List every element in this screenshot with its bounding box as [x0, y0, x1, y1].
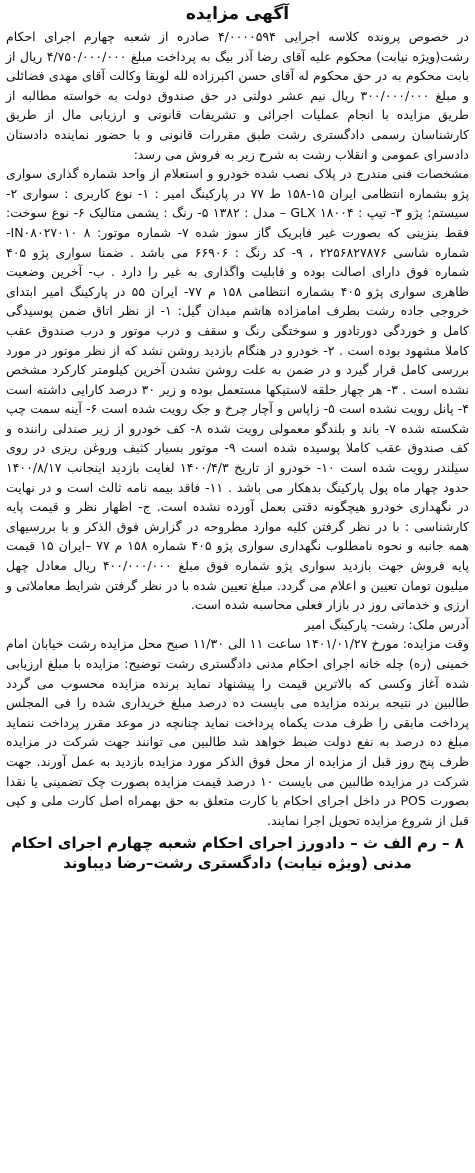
notice-footer — [6, 833, 469, 873]
vehicle-specs-paragraph: مشخصات فنی مندرج در پلاک نصب شده خودرو و استعلام از واحد شماره گذاری سواری پژو بشماره انتظامی ایران ۱۵-۱۵۸ ط ۷۷ در پارکینگ امیر : ۱- نوع کاربری : سواری ۲- سیستم: پژو ۳- تیپ : GLX ۱۸۰۰۴ – مدل : ۱۳۸۲ ۵- رنگ : یشمی متالیک ۶- نوع سوخت: فقط بنزینی که بصورت غیر فابریک گاز سوز شده ۷- شماره موتور: IN۰۸۰۲۷۰۱۰ ۸- شماره شاسی ۲۲۵۶۸۲۷۸۷۶ ، ۹- کد رنگ : ۶۶۹۰۶ می باشد . ضمنا سواری پژو ۴۰۵ شماره فوق دارای اصالت بوده و قابلیت واگذاری به غیر را دارد . ب- آخرین وضعیت ظاهری سواری پژو ۴۰۵ بشماره انتظامی ۱۵۸ م ۷۷- ایران ۵۵ در پارکینگ امیر ابتدای خروجی جاده رشت بطرف امامزاده هاشم میدان گیل: ۱- از نظر اتاق ضمن پوسیدگی کامل و خوردگی دورتادور و سوختگی رنگ و سقف و درب موتور و درب صندوق عقب کاملا مشهود بوده است . ۲- خودرو در هنگام بازدید روشن نشد که از نظر موتور در مورد بررسی کامل قرار گیرد و در ضمن به علت روشن نشدن آخرین کیلومتر کارکرد مشخص نشده است . ۳- هر چهار حلقه لاستیکها مستعمل بوده و زیر ۳۰ درصد کارایی داشته است ۴- پانل رویت نشده است ۵- زاپاس و آچار چرخ و جک رویت شده است ۶- آینه سمت چپ شکسته شده ۷- باند و بلندگو معمولی رویت شده ۸- کف خودرو از زیر صندلی راننده و کف صندوق عقب کاملا پوسیده شده است ۹- موتور بسیار کثیف وروغن ریزی در روی سیلندر رویت شده است ۱۰- خودرو از تاریخ ۱۴۰۰/۴/۳ لغایت بازدید اینجانب ۱۴۰۰/۸/۱۷ حدود چهار ماه پول پارکینگ بدهکار می باشد . ۱۱- فاقد بیمه نامه ثالث است و در نهایت در نگهداری خودرو هیچگونه دقتی بعمل آورده نشده است. ج- اظهار نظر و قیمت پایه کارشناسی : با در نظر گرفتن کلیه موارد مطروحه در گزارش فوق الذکر و با بررسیهای همه جانبه و نحوه نامطلوب نگهداری سواری پژو ۴۰۵ شماره ۱۵۸ م ۷۷ –ایران ۱۵ قیمت پایه فروش جهت بازدید سواری پژو شماره فوق مبلغ ۴۰۰/۰۰۰/۰۰۰ ریال معادل چهل میلیون تومان تعیین و اعلام می گردد. مبلغ تعیین شده با در نظر گرفتن شرایط معاملاتی و ارزی و خدماتی روز در بازار فعلی محاسبه شده است. — [6, 166, 470, 613]
footer-line-1: ۸ – رم الف ث – دادورز اجرای احکام شعبه چهارم اجرای احکام — [11, 834, 464, 853]
property-address: آدرس ملک: رشت- پارکینگ امیر — [304, 616, 469, 632]
intro-paragraph: در خصوص پرونده کلاسه اجرایی ۴/۰۰۰۰۵۹۴ صادره از شعبه چهارم اجرای احکام رشت(ویژه نیابت) محکوم علیه آقای رضا آذر بیگ به پرداخت مبلغ ۴/۷۵۰/۰۰۰/۰۰۰ ریال از بابت محکوم به در حق محکوم له آقای حسن اکبرزاده لله لوبقا وکالت آقای مهدی فضائلی و مبلغ ۳۰۰/۰۰۰/۰۰۰ ریال نیم عشر دولتی در حق صندوق دولت به خواسته مطالبه از طریق مزایده با انجام عملیات اجرائی و تشریفات قانونی و ارزیابی مال از طریق کارشناسان رسمی دادگستری رشت طبق مقررات قانونی و با حضور نماینده دادستان دادسرای عمومی و انقلاب رشت به شرح زیر به فروش می رسد: — [6, 29, 469, 162]
auction-terms-paragraph: وقت مزایده: مورخ ۱۴۰۱/۰۱/۲۷ ساعت ۱۱ الی ۱۱/۳۰ صبح محل مزایده رشت خیابان امام خمینی (ره) چله خانه اجرای احکام مدنی دادگستری رشت توضیح: مزایده با مبلغ ارزیابی شده آغاز وکسی که بالاترین قیمت را پیشنهاد نماید برنده مزایده محسوب می گردد طالبین در نتیجه برنده مزایده می بایست ده درصد مبلغ خریداری شده را فی المجلس پرداخت مابقی را ظرف مدت یکماه پرداخت نماید چنانچه در موعد مقرر پرداخت ننماید مبلغ ده درصد به نفع دولت ضبط خواهد شد طالبین می توانند جهت شرکت در مزایده ظرف پنج روز قبل از مزایده از محل فوق الذکر مورد مزایده بازدید به عمل آورند. جهت شرکت در مزایده طالبین می بایست ۱۰ درصد قیمت مزایده بصورت چک تضمینی یا نقدا بصورت POS در داخل اجرای احکام با کارت متعلق به حق بهمراه اصل کارت ملی و کپی قبل از شروع مزایده تحویل اجرا نمایند. — [6, 636, 469, 828]
footer-line-2: مدنی (ویژه نیابت) دادگستری رشت–رضا دیباوند — [63, 854, 412, 873]
notice-title: آگهی مزایده — [185, 4, 290, 24]
